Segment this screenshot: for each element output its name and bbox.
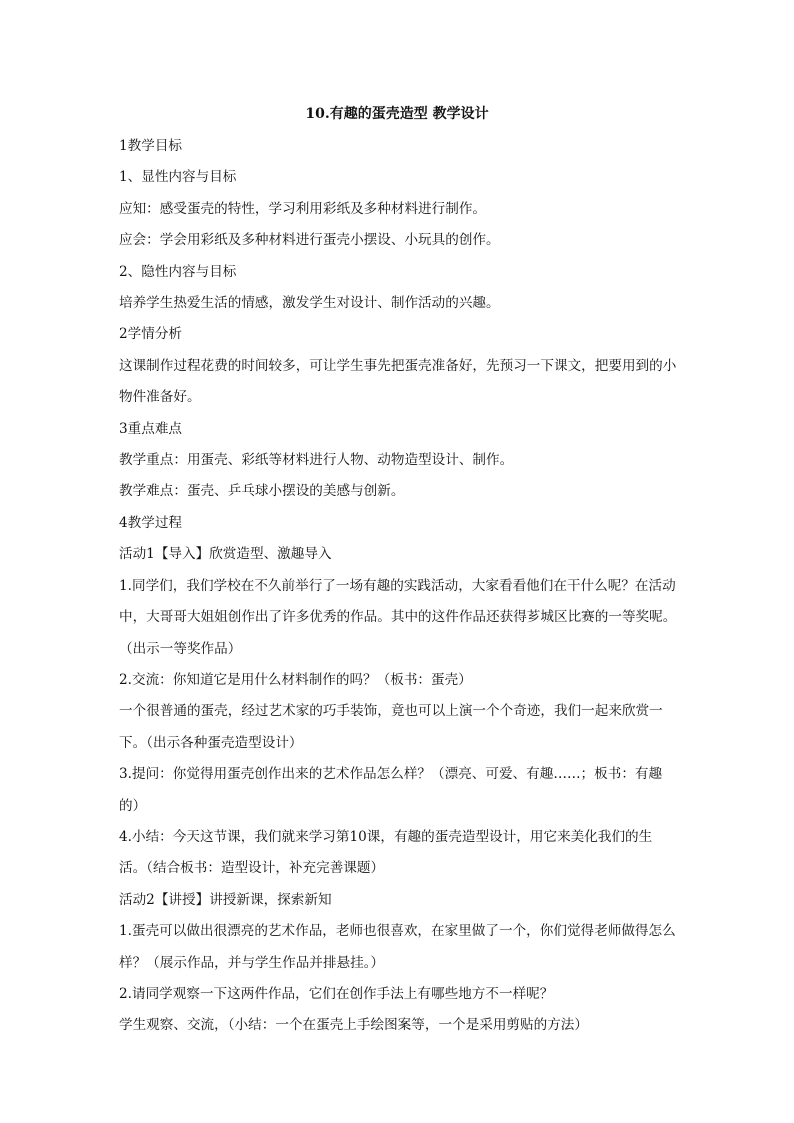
heading-teaching-process: 4教学过程 xyxy=(119,514,183,531)
paragraph: 一个很普通的蛋壳，经过艺术家的巧手装饰，竟也可以上演一个个奇迹，我们一起来欣赏一下。（出示各种蛋壳造型设计） xyxy=(119,703,663,751)
paragraph: 应知：感受蛋壳的特性，学习利用彩纸及多种材料进行制作。 xyxy=(119,200,487,217)
paragraph: 1.蛋壳可以做出很漂亮的艺术作品，老师也很喜欢，在家里做了一个，你们觉得老师做得怎么样？（展示作品，并与学生作品并排悬挂。） xyxy=(119,923,676,971)
activity-heading: 活动2【讲授】讲授新课，探索新知 xyxy=(119,891,332,908)
paragraph: 应会：学会用彩纸及多种材料进行蛋壳小摆设、小玩具的创作。 xyxy=(119,232,500,249)
subheading-explicit-goals: 1、显性内容与目标 xyxy=(119,169,237,186)
activity-heading: 活动1【导入】欣赏造型、激趣导入 xyxy=(119,546,332,563)
paragraph: 培养学生热爱生活的情感，激发学生对设计、制作活动的兴趣。 xyxy=(119,295,500,312)
paragraph: 学生观察、交流，（小结：一个在蛋壳上手绘图案等，一个是采用剪贴的方法） xyxy=(119,1017,588,1034)
document-body xyxy=(119,131,679,1042)
paragraph: 这课制作过程花费的时间较多，可让学生事先把蛋壳准备好，先预习一下课文，把要用到的小物件准备好。 xyxy=(119,357,677,406)
heading-teaching-goals: 1教学目标 xyxy=(119,138,183,154)
document-title: 10.有趣的蛋壳造型 教学设计 xyxy=(305,106,489,122)
paragraph: 2.交流：你知道它是用什么材料制作的吗？（板书：蛋壳） xyxy=(119,671,472,688)
paragraph: 4.小结：今天这节课，我们就来学习第10课，有趣的蛋壳造型设计，用它来美化我们的生活。（结合板书：造型设计，补充完善课题） xyxy=(119,828,653,877)
paragraph: 教学难点：蛋壳、乒乓球小摆设的美感与创新。 xyxy=(119,483,405,500)
paragraph: 2.请同学观察一下这两件作品，它们在创作手法上有哪些地方不一样呢？ xyxy=(119,985,554,1002)
paragraph: 1.同学们，我们学校在不久前举行了一场有趣的实践活动，大家看看他们在干什么呢？在活动中，大哥哥大姐姐创作出了许多优秀的作品。其中的这件作品还获得芗城区比赛的一等奖呢。（出示一等奖作品） xyxy=(119,577,677,657)
paragraph: 3.提问：你觉得用蛋壳创作出来的艺术作品怎么样？（漂亮、可爱、有趣……；板书：有趣的） xyxy=(119,766,663,814)
paragraph: 教学重点：用蛋壳、彩纸等材料进行人物、动物造型设计、制作。 xyxy=(119,452,514,469)
heading-student-analysis: 2学情分析 xyxy=(119,326,183,343)
subheading-implicit-goals: 2、隐性内容与目标 xyxy=(119,263,237,280)
heading-key-points: 3重点难点 xyxy=(119,420,183,437)
